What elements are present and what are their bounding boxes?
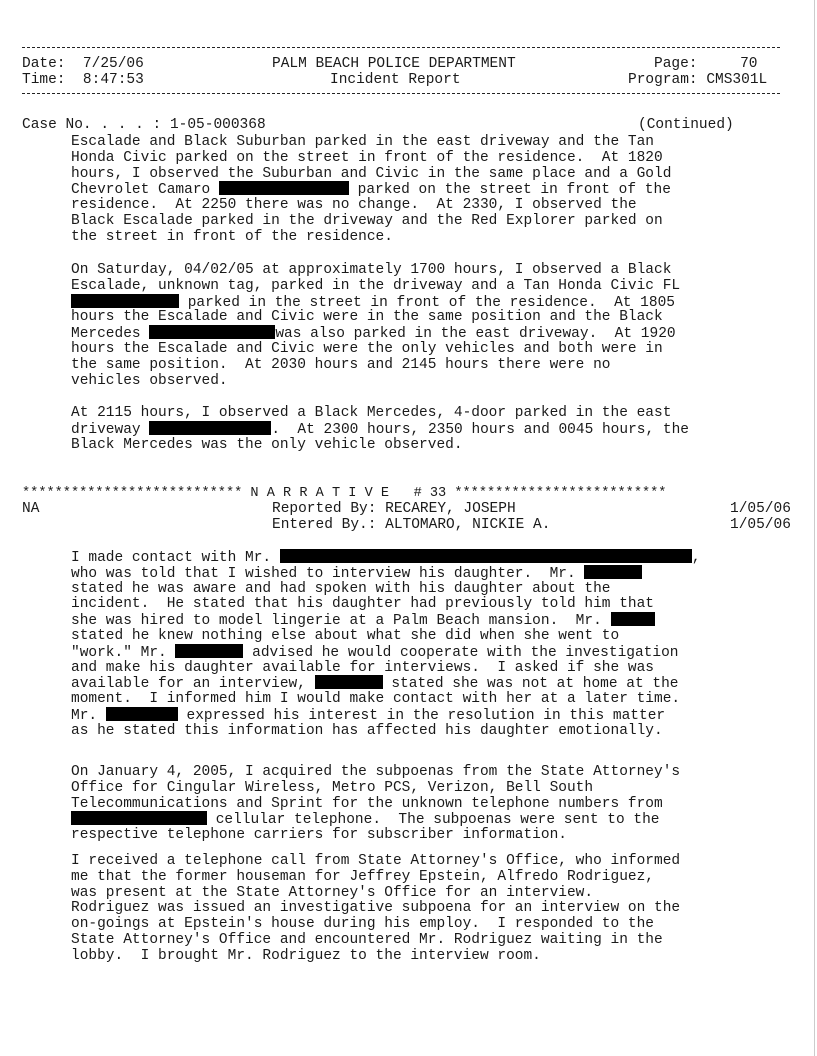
header-top-rule [22, 47, 780, 48]
text-line [71, 405, 671, 421]
line-text: and make his daughter available for interviews. I asked if she was [71, 659, 654, 676]
redaction-bar [106, 707, 178, 721]
text-line [71, 827, 567, 843]
header-page [654, 56, 758, 72]
text-line [71, 166, 671, 182]
program-code: CMS301L [706, 72, 768, 88]
text-line [71, 581, 611, 597]
narrative-code: NA [22, 501, 40, 517]
line-text: respective telephone carriers for subscriber information. [71, 827, 567, 844]
redaction-bar [315, 675, 383, 689]
text-line [71, 181, 671, 198]
text-line [71, 691, 680, 707]
text-line [71, 213, 663, 229]
text-line [71, 437, 463, 453]
line-text: parked on the street in front of the [348, 182, 671, 199]
text-line [71, 373, 228, 389]
redaction-bar [149, 325, 275, 339]
text-line [71, 549, 701, 566]
header-bottom-rule [22, 93, 780, 94]
line-text: the street in front of the residence. [71, 228, 393, 245]
line-text: moment. I informed him I would make contact with her at a later time. [71, 691, 681, 708]
line-text: On January 4, 2005, I acquired the subpoenas from the State Attorney's [71, 764, 681, 780]
line-text: stated he knew nothing else about what she did when she went to [71, 628, 620, 644]
report-type: Incident Report [330, 72, 461, 88]
text-line [71, 421, 689, 438]
text-line [71, 150, 663, 166]
line-text: Rodriguez was issued an investigative subpoena for an interview on the [71, 900, 681, 917]
reported-by: Reported By: RECAREY, JOSEPH [272, 501, 516, 517]
line-text: hours, I observed the Suburban and Civic in the same place and a Gold [71, 165, 672, 182]
text-line [71, 596, 654, 612]
text-line [71, 764, 680, 780]
line-text: Honda Civic parked on the street in front of the residence. At 1820 [71, 149, 663, 166]
text-line [71, 262, 671, 278]
line-text: Telecommunications and Sprint for the unknown telephone numbers from [71, 795, 663, 812]
line-text: Chevrolet Camaro [71, 182, 219, 199]
redaction-bar [175, 644, 243, 658]
line-text: "work." Mr. [71, 644, 176, 661]
line-text: who was told that I wished to interview his daughter. Mr. [71, 565, 585, 582]
line-text: incident. He stated that his daughter had previously told him that [71, 596, 654, 613]
line-text: State Attorney's Office and encountered Mr. Rodriguez waiting in the [71, 932, 663, 948]
line-text: . At 2300 hours, 2350 hours and 0045 hours, the [271, 421, 689, 438]
text-line [71, 869, 654, 885]
time-value: 8:47:53 [82, 72, 144, 88]
line-text: hours the Escalade and Civic were in the same position and the Black [71, 309, 663, 326]
narrative-banner: *************************** N A R R A T I V E # 33 ************************** [22, 486, 667, 501]
date-label: Date: [22, 56, 66, 72]
text-line [71, 853, 680, 869]
continued-label: (Continued) [638, 117, 734, 133]
redaction-bar [71, 811, 207, 825]
entered-date: 1/05/06 [730, 517, 791, 533]
line-text: I made contact with Mr. [71, 550, 280, 566]
line-text: stated she was not at home at the [382, 676, 679, 693]
line-text: was present at the State Attorney's Office for an interview. [71, 884, 594, 901]
page-number: 70 [740, 56, 758, 72]
text-line [71, 811, 659, 828]
text-line [71, 357, 611, 373]
text-line [71, 197, 637, 213]
page-label: Page: [654, 56, 698, 72]
line-text: stated he was aware and had spoken with his daughter about the [71, 580, 611, 597]
line-text: on-goings at Epstein's house during his employ. I responded to the [71, 916, 654, 933]
line-text: as he stated this information has affected his daughter emotionally. [71, 722, 663, 739]
line-text: vehicles observed. [71, 372, 228, 389]
line-text: cellular telephone. The subpoenas were sent to the [207, 812, 660, 829]
case-label: Case No. . . . : [22, 117, 162, 133]
line-text: Escalade, unknown tag, parked in the driveway and a Tan Honda Civic FL [71, 277, 681, 294]
line-text: Mercedes [71, 326, 150, 343]
header-date [22, 56, 144, 72]
line-text: , [691, 550, 701, 566]
department-name: PALM BEACH POLICE DEPARTMENT [272, 56, 516, 72]
line-text: residence. At 2250 there was no change. At 2330, I observed the [71, 197, 637, 214]
text-line [71, 916, 654, 932]
redaction-bar [219, 181, 349, 195]
header-program [628, 72, 767, 88]
text-line [71, 948, 541, 964]
header-time [22, 72, 144, 88]
line-text: the same position. At 2030 hours and 2145 hours there were no [71, 356, 611, 373]
text-line [71, 565, 642, 582]
text-line [71, 612, 655, 629]
line-text: she was hired to model lingerie at a Palm Beach mansion. Mr. [71, 613, 611, 630]
line-text: Escalade and Black Suburban parked in the east driveway and the Tan [71, 134, 654, 150]
line-text: Black Escalade parked in the driveway and the Red Explorer parked on [71, 213, 663, 229]
line-text: Office for Cingular Wireless, Metro PCS, Verizon, Bell South [71, 779, 594, 796]
line-text: At 2115 hours, I observed a Black Mercedes, 4-door parked in the east [71, 405, 672, 421]
line-text: Black Mercedes was the only vehicle observed. [71, 436, 463, 453]
page-edge [814, 0, 815, 1056]
text-line [71, 675, 679, 692]
case-number: 1-05-000368 [169, 117, 266, 133]
line-text: driveway [71, 421, 150, 438]
line-text: was also parked in the east driveway. At 1920 [275, 326, 676, 343]
text-line [71, 660, 654, 676]
line-text: On Saturday, 04/02/05 at approximately 1700 hours, I observed a Black [71, 262, 672, 278]
line-text: I received a telephone call from State Attorney's Office, who informed [71, 853, 681, 869]
redaction-bar [149, 421, 271, 435]
redaction-bar [611, 612, 655, 626]
text-line [71, 294, 675, 311]
line-text: me that the former houseman for Jeffrey Epstein, Alfredo Rodriguez, [71, 868, 654, 885]
text-line [71, 134, 654, 150]
text-line [71, 885, 593, 901]
text-line [71, 644, 679, 661]
time-label: Time: [22, 72, 66, 88]
line-text: hours the Escalade and Civic were the only vehicles and both were in [71, 341, 663, 357]
line-text: lobby. I brought Mr. Rodriguez to the interview room. [71, 947, 541, 964]
case-number-line [22, 117, 266, 133]
redaction-bar [584, 565, 642, 579]
reported-date: 1/05/06 [730, 501, 791, 517]
text-line [71, 707, 665, 724]
redaction-bar [280, 549, 692, 563]
text-line [71, 628, 619, 644]
text-line [71, 278, 680, 294]
line-text: available for an interview, [71, 676, 315, 693]
text-line [71, 229, 393, 245]
program-label: Program: [628, 72, 698, 88]
text-line [71, 900, 680, 916]
line-text: Mr. [71, 708, 106, 724]
text-line [71, 796, 663, 812]
text-line [71, 932, 663, 948]
line-text: parked in the street in front of the residence. At 1805 [179, 294, 675, 311]
line-text: advised he would cooperate with the investigation [243, 644, 679, 661]
text-line [71, 325, 676, 342]
entered-by: Entered By.: ALTOMARO, NICKIE A. [272, 517, 551, 533]
line-text: expressed his interest in the resolution in this matter [177, 708, 666, 724]
text-line [71, 723, 663, 739]
text-line [71, 780, 593, 796]
redaction-bar [71, 294, 179, 308]
date-value: 7/25/06 [82, 56, 144, 72]
text-line [71, 309, 663, 325]
text-line [71, 341, 663, 357]
